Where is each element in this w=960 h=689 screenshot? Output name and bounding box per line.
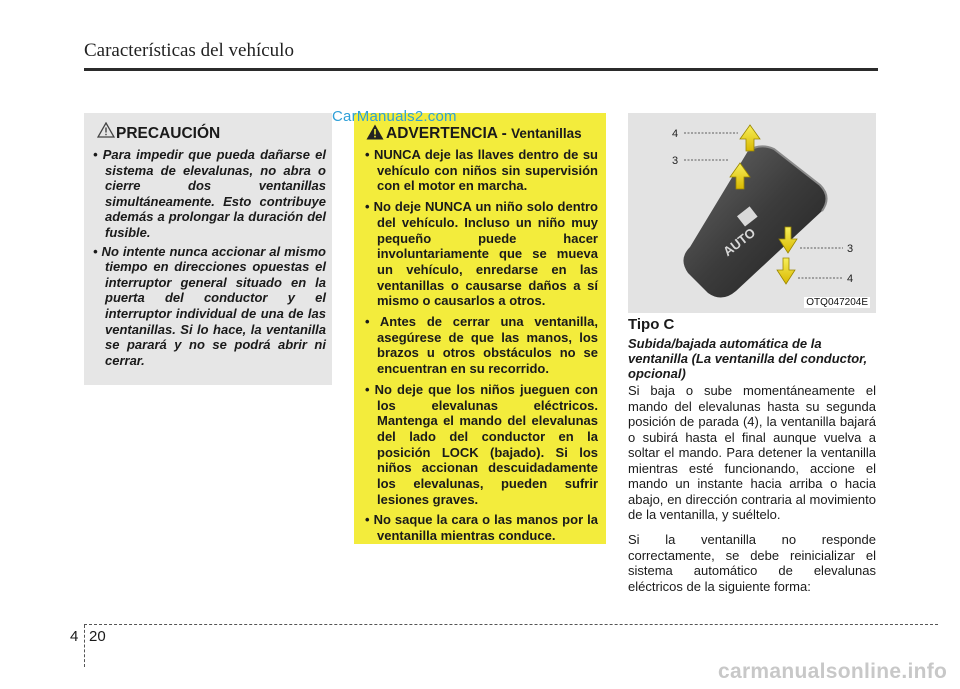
footer-rule xyxy=(84,624,938,625)
figure-label-3-down: 3 xyxy=(847,243,854,255)
watermark-top: CarManuals2.com xyxy=(332,108,457,125)
warning-item: • No deje que los niños jueguen con los elevalunas eléctricos. Mantenga el mando del elevalunas del lado del conductor en la posición LOCK (bajado). Si los niños accionan descuidadamente los elevalunas, pueden sufrir lesiones graves. xyxy=(365,381,598,507)
footer-divider xyxy=(84,625,85,667)
body-paragraph-2: Si la ventanilla no responde correctamente, se debe reinicializar el sistema automático de elevalunas eléctricos de la siguiente forma: xyxy=(628,532,876,594)
switch-auto-text: AUTO xyxy=(720,224,759,260)
page-header-title: Características del vehículo xyxy=(84,40,294,61)
figure-label-3-up: 3 xyxy=(672,155,679,167)
window-switch-illustration xyxy=(628,113,876,313)
warning-item: • Antes de cerrar una ventanilla, asegúrese de que las manos, los brazos u otros obstáculos no se encuentran en su recorrido. xyxy=(365,314,598,377)
figure-label-4-down: 4 xyxy=(847,273,854,285)
window-switch-figure xyxy=(628,113,876,313)
warning-box xyxy=(354,113,606,544)
warning-list xyxy=(364,147,598,549)
warning-title-main: ADVERTENCIA - xyxy=(386,125,512,142)
warning-title xyxy=(386,125,582,143)
caution-item: • Para impedir que pueda dañarse el sistema de elevalunas, no abra o cierre dos ventanillas simultáneamente. Esto contribuye además a prolongar la duración del fusible. xyxy=(93,147,326,240)
caution-title: PRECAUCIÓN xyxy=(116,125,221,142)
section-subtitle: Subida/bajada automática de la ventanilla (La ventanilla del conductor, opcional) xyxy=(628,336,868,381)
warning-item: • No saque la cara o las manos por la ventanilla mientras conduce. xyxy=(365,512,598,544)
warning-title-sub: Ventanillas xyxy=(511,126,582,141)
caution-list xyxy=(92,147,326,371)
caution-item: • No intente nunca accionar al mismo tiempo en direcciones opuestas el interruptor general situado en la puerta del conductor y el interruptor individual de una de las ventanillas. Si lo hace, la ventanilla se parará y no se podrá abrir ni cerrar. xyxy=(93,243,326,368)
section-heading: Tipo C xyxy=(628,316,675,333)
caution-triangle-icon xyxy=(97,122,115,138)
body-paragraph-1: Si baja o sube momentáneamente el mando del elevalunas hasta su segunda posición de parada (4), la ventanilla bajará o subirá hasta el final aunque vuelva a soltar el mando. Para detener la ventanilla mientras esté funcionando, accione el mando un instante hacia arriba o hacia abajo, en dirección contraria al movimiento de la ventanilla, y suéltelo. xyxy=(628,383,876,522)
warning-item: • No deje NUNCA un niño solo dentro del vehículo. Incluso un niño muy pequeño puede hacer involuntariamente que se mueva un vehículo, enredarse en las ventanillas o causarse daños a sí mismo o causarlos a otros. xyxy=(365,199,598,309)
watermark-bottom: carmanualsonline.info xyxy=(718,660,948,683)
page-chapter-number: 4 xyxy=(70,628,79,645)
warning-triangle-icon xyxy=(366,124,384,140)
caution-box xyxy=(84,113,332,385)
figure-caption: OTQ047204E xyxy=(806,297,868,308)
figure-label-4-up: 4 xyxy=(672,128,679,140)
page-number: 20 xyxy=(89,628,106,645)
header-rule xyxy=(84,68,878,71)
warning-item: • NUNCA deje las llaves dentro de su vehículo con niños sin supervisión con el motor en marcha. xyxy=(365,147,598,194)
